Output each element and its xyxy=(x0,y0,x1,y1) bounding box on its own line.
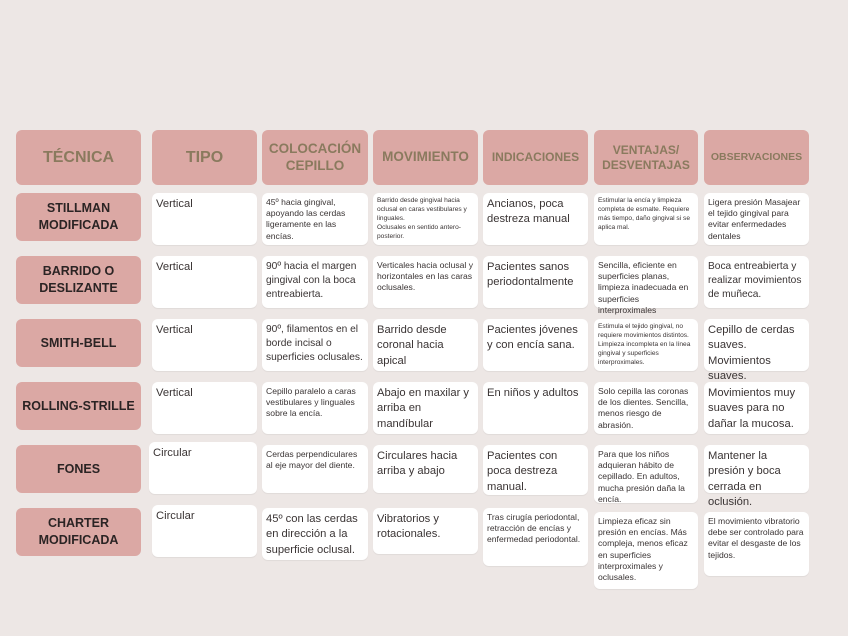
cell-tipo: Vertical xyxy=(152,382,257,434)
header-observaciones: OBSERVACIONES xyxy=(704,130,809,185)
cell-ventajas: Estimular la encía y limpieza completa de esmalte. Requiere más tiempo, daño gingival si se aplica mal. xyxy=(594,193,698,245)
cell-movimiento: Abajo en maxilar y arriba en mandíbular xyxy=(373,382,478,434)
cell-colocacion: 45º con las cerdas en dirección a la superficie oclusal. xyxy=(262,508,368,560)
cell-movimiento: Verticales hacia oclusal y horizontales en las caras oclusales. xyxy=(373,256,478,308)
cell-ventajas: Solo cepilla las coronas de los dientes. Sencilla, menos riesgo de abrasión. xyxy=(594,382,698,434)
cell-observaciones: Movimientos muy suaves para no dañar la mucosa. xyxy=(704,382,809,434)
cell-movimiento: Vibratorios y rotacionales. xyxy=(373,508,478,554)
row-technique: CHARTER MODIFICADA xyxy=(16,508,141,556)
cell-indicaciones: Tras cirugía periodontal, retracción de encías y enfermedad periodontal. xyxy=(483,508,588,566)
cell-observaciones: Cepillo de cerdas suaves. Movimientos suaves. xyxy=(704,319,809,371)
row-technique: SMITH-BELL xyxy=(16,319,141,367)
cell-ventajas: Limpieza eficaz sin presión en encías. Más compleja, menos eficaz en superficies interproximales y oclusales. xyxy=(594,512,698,589)
cell-colocacion: Cepillo paralelo a caras vestibulares y linguales sobre la encía. xyxy=(262,382,368,434)
cell-ventajas: Para que los niños adquieran hábito de cepillado. En adultos, mucha presión daña la encía. xyxy=(594,445,698,503)
header-tecnica: TÉCNICA xyxy=(16,130,141,185)
cell-indicaciones: Pacientes sanos periodontalmente xyxy=(483,256,588,308)
cell-indicaciones: Pacientes con poca destreza manual. xyxy=(483,445,588,495)
cell-observaciones: Boca entreabierta y realizar movimientos de muñeca. xyxy=(704,256,809,308)
row-technique: ROLLING-STRILLE xyxy=(16,382,141,430)
header-colocacion: COLOCACIÓN CEPILLO xyxy=(262,130,368,185)
cell-indicaciones: Ancianos, poca destreza manual xyxy=(483,193,588,245)
cell-colocacion: 90º hacia el margen gingival con la boca entreabierta. xyxy=(262,256,368,308)
cell-movimiento: Circulares hacia arriba y abajo xyxy=(373,445,478,493)
row-technique: FONES xyxy=(16,445,141,493)
header-ventajas: VENTAJAS/ DESVENTAJAS xyxy=(594,130,698,185)
cell-indicaciones: Pacientes jóvenes y con encía sana. xyxy=(483,319,588,371)
cell-observaciones: Mantener la presión y boca cerrada en oclusión. xyxy=(704,445,809,493)
cell-tipo: Vertical xyxy=(152,256,257,308)
row-technique: STILLMAN MODIFICADA xyxy=(16,193,141,241)
cell-movimiento: Barrido desde gingival hacia oclusal en caras vestibulares y linguales. Oclusales en sentido antero-posterior. xyxy=(373,193,478,245)
cell-colocacion: Cerdas perpendiculares al eje mayor del diente. xyxy=(262,445,368,493)
cell-movimiento: Barrido desde coronal hacia apical xyxy=(373,319,478,371)
header-indicaciones: INDICACIONES xyxy=(483,130,588,185)
row-technique: BARRIDO O DESLIZANTE xyxy=(16,256,141,304)
cell-tipo: Circular xyxy=(152,505,257,557)
cell-colocacion: 45º hacia gingival, apoyando las cerdas ligeramente en las encías. xyxy=(262,193,368,245)
cell-ventajas: Sencilla, eficiente en superficies planas, limpieza inadecuada en superficies interproximales xyxy=(594,256,698,308)
cell-observaciones: Ligera presión Masajear el tejido gingival para evitar enfermedades dentales xyxy=(704,193,809,245)
header-tipo: TIPO xyxy=(152,130,257,185)
cell-ventajas: Estimula el tejido gingival, no requiere movimientos distintos. Limpieza incompleta en la línea gingival y superficies interproximales. xyxy=(594,319,698,371)
cell-indicaciones: En niños y adultos xyxy=(483,382,588,434)
cell-tipo: Vertical xyxy=(152,319,257,371)
cell-tipo: Circular xyxy=(149,442,257,494)
cell-tipo: Vertical xyxy=(152,193,257,245)
header-movimiento: MOVIMIENTO xyxy=(373,130,478,185)
cell-colocacion: 90º, filamentos en el borde incisal o superficies oclusales. xyxy=(262,319,368,371)
cell-observaciones: El movimiento vibratorio debe ser controlado para evitar el desgaste de los tejidos. xyxy=(704,512,809,576)
